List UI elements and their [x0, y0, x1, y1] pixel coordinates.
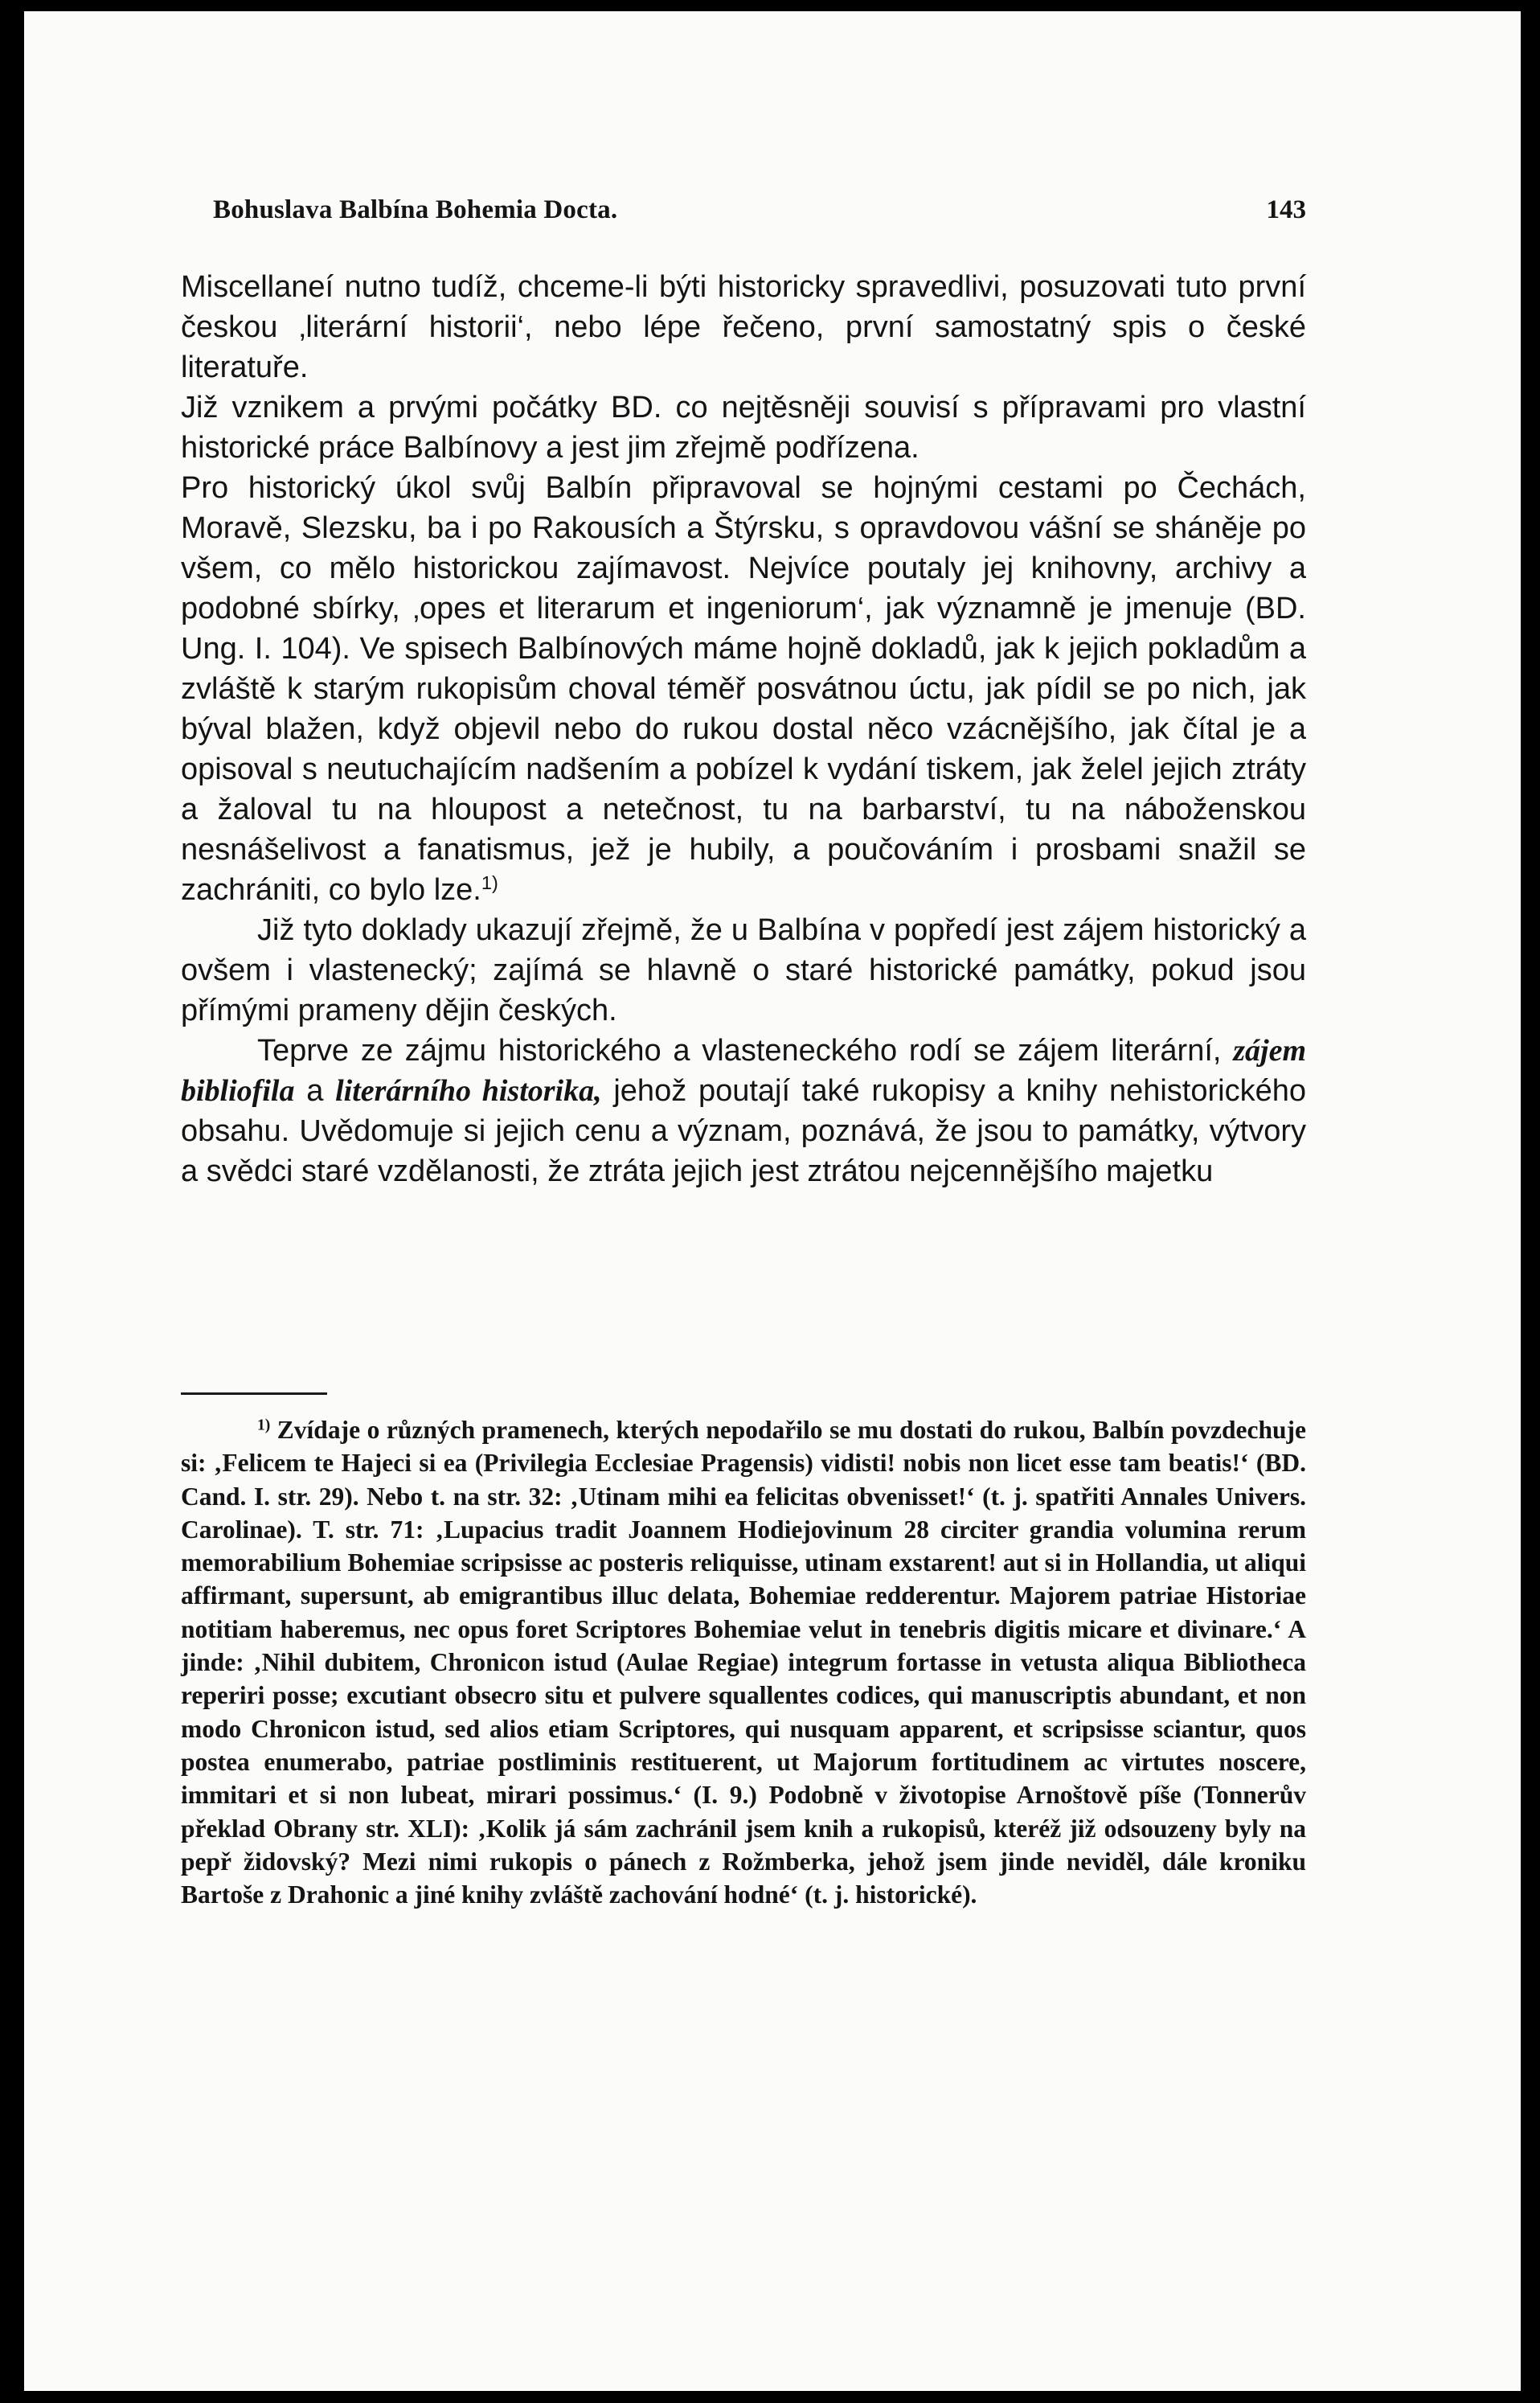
paragraph-3-text: Pro historický úkol svůj Balbín připravoval se hojnými cestami po Čechách, Moravě, Slezsku, ba i po Rakousích a Štýrsku, s opravdovou vášní se sháněje po všem, co mělo historickou zajímavost. Nejvíce poutaly jej knihovny, archivy a podobné sbírky, ‚opes et literarum et ingeniorum‘, jak významně je jmenuje (BD. Ung. I. 104). Ve spisech Balbínových máme hojně dokladů, jak k jejich pokladům a zvláště k starým rukopisům choval téměř posvátnou úctu, jak pídil se po nich, jak býval blažen, když objevil nebo do rukou dostal něco vzácnějšího, jak čítal je a opisoval s neutuchajícím nadšením a pobízel k vydání tiskem, jak želel jejich ztráty a žaloval tu na hloupost a netečnost, tu na barbarství, tu na náboženskou nesnášelivost a fanatismus, jež je hubily, a poučováním i prosbami snažil se zachrániti, co bylo lze.	[181, 471, 1306, 907]
paragraph-5-end: jehož poutají také rukopisy a knihy nehistorického obsahu. Uvědomuje si jejich cenu a význam, poznává, že jsou to památky, výtvory a svědci staré vzdělanosti, že ztráta jejich jest ztrátou nejcennějšího majetku	[181, 1074, 1306, 1188]
paragraph-1: Miscellaneí nutno tudíž, chceme-li býti historicky spravedlivi, posuzovati tuto první českou ‚literární historii‘, nebo lépe řečeno, první samostatný spis o české literatuře.	[181, 270, 1306, 384]
paragraph-4: Již tyto doklady ukazují zřejmě, že u Balbína v popředí jest zájem historický a ovšem i vlastenecký; zajímá se hlavně o staré historické památky, pokud jsou přímými prameny dějin českých.	[181, 913, 1306, 1027]
paragraph-5-start: Teprve ze zájmu historického a vlasteneckého rodí se zájem literární,	[257, 1034, 1222, 1068]
paragraph-5-and: a	[306, 1074, 324, 1108]
footnote-reference: 1)	[481, 872, 498, 894]
paragraph-2: Již vznikem a prvými počátky BD. co nejtěsněji souvisí s přípravami pro vlastní historické práce Balbínovy a jest jim zřejmě podřízena.	[181, 391, 1306, 465]
main-text	[181, 267, 1306, 1191]
emphasis-literary-historian: literárního historika,	[335, 1074, 602, 1108]
footnote-1	[181, 1413, 1306, 1911]
footnote-text: Zvídaje o různých pramenech, kterých nepodařilo se mu dostati do rukou, Balbín povzdechuje si: ‚Felicem te Hajeci si ea (Privilegia Ecclesiae Pragensis) vidisti! nobis non licet esse tam beatis!‘ (BD. Cand. I. str. 29). Nebo t. na str. 32: ‚Utinam mihi ea felicitas obvenisset!‘ (t. j. spatřiti Annales Univers. Carolinae). T. str. 71: ‚Lupacius tradit Joannem Hodiejovinum 28 circiter grandia volumina rerum memorabilium Bohemiae scripsisse ac posteris reliquisse, utinam exstarent! aut si in Hollandia, ut aliqui affirmant, supersunt, ab emigrantibus illuc delata, Bohemiae redderentur. Majorem patriae Historiae notitiam haberemus, nec opus foret Scriptores Bohemiae velut in tenebris digitis micare et divinare.‘ A jinde: ‚Nihil dubitem, Chronicon istud (Aulae Regiae) integrum fortasse in vetusta aliqua Bibliotheca reperiri posse; excutiant obsecro situ et pulvere squallentes codices, qui manuscriptis abundant, et non modo Chronicon istud, sed alios etiam Scriptores, qui nusquam apparent, et scripsisse sciantur, quos postea enumerabo, patriae postliminis restituerent, ut Majorum fortitudinem ac virtutes noscere, immitari et si non lubeat, mirari possimus.‘ (I. 9.) Podobně v životopise Arnoštově píše (Tonnerův překlad Obrany str. XLI): ‚Kolik já sám zachránil jsem knih a rukopisů, kteréž již odsouzeny byly na pepř židovský? Mezi nimi rukopis o pánech z Rožmberka, jehož jsem jinde neviděl, dále kroniku Bartoše z Drahonic a jiné knihy zvláště zachování hodné‘ (t. j. historické).	[181, 1416, 1306, 1909]
book-page	[24, 11, 1521, 2391]
footnote-marker: 1)	[257, 1417, 271, 1434]
page-number: 143	[1266, 195, 1306, 224]
paragraph-3	[181, 468, 1306, 910]
running-title: Bohuslava Balbína Bohemia Docta.	[213, 195, 618, 224]
footnotes	[181, 1413, 1306, 1911]
paragraph-5	[181, 1031, 1306, 1191]
footnote-divider	[181, 1392, 327, 1395]
emphasis-bibliophile: zájem bibliofila	[181, 1034, 1307, 1108]
page-header	[181, 191, 1306, 228]
